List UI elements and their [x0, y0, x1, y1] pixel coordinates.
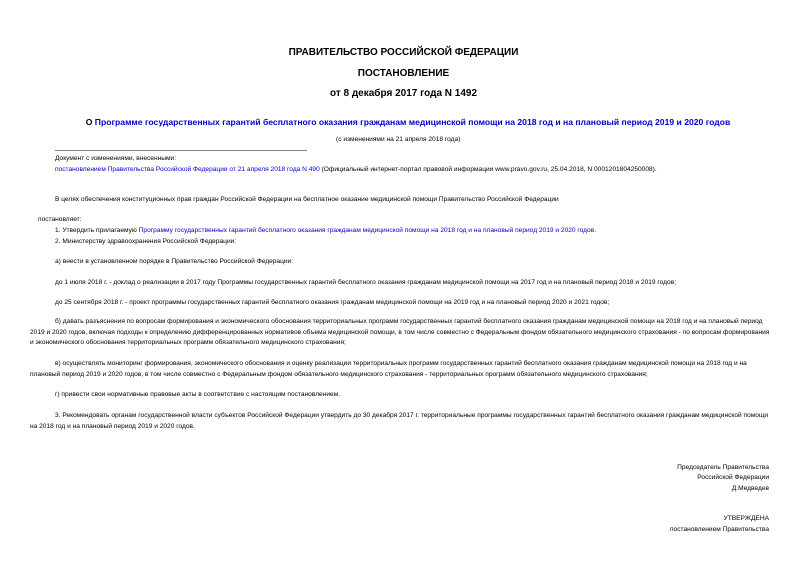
- item-1: [55, 226, 596, 237]
- decree-word: постановляет:: [38, 216, 82, 223]
- document-title: [58, 117, 758, 127]
- document-date: от 8 декабря 2017 года N 1492: [329, 88, 478, 99]
- item-1-prefix: 1. Утвердить прилагаемую: [55, 227, 139, 234]
- intro-paragraph: В целях обеспечения конституционных прав граждан Российской Федерации на бесплатное оказание медицинской помощи Правительство Российской Федерации: [55, 196, 559, 203]
- item-2b: б) давать разъяснения по вопросам формирования и экономического обоснования территориальных программ государственных гарантий бесплатного оказания гражданам медицинской помощи на 2018 год и на плановый период 2019 и 2020 годов, включая подходы к определению дифференцированных нормативов объема медицинской помощи, в том числе совместно с Федеральным фондом обязательного медицинского страхования - по вопросам формирования и экономического обоснования территориальных программ обязательного медицинского страхования;: [30, 318, 770, 346]
- government-heading: ПРАВИТЕЛЬСТВО РОССИЙСКОЙ ФЕДЕРАЦИИ: [288, 47, 519, 58]
- changes-source: [55, 165, 657, 175]
- item-2d: г) привести свои нормативные правовые акты в соответствие с настоящим постановлением.: [55, 391, 341, 398]
- title-prefix: О: [85, 117, 95, 127]
- signature-country: Российской Федерации: [697, 474, 769, 481]
- changes-note: (с изменениями на 21 апреля 2018 года): [336, 136, 461, 143]
- amendment-source-text: (Официальный интернет-портал правовой информации www.pravo.gov.ru, 25.04.2018, N 0001201804250008).: [319, 166, 657, 173]
- title-link[interactable]: Программе государственных гарантий бесплатного оказания гражданам медицинской помощи на 2018 год и на плановый период 2019 и 2020 годов: [94, 117, 731, 127]
- item-1-suffix: .: [594, 227, 597, 234]
- document-type: ПОСТАНОВЛЕНИЕ: [357, 68, 450, 79]
- item-2a-2: до 25 сентября 2018 г. - проект программы государственных гарантий бесплатного оказания гражданам медицинской помощи на 2019 год и на плановый период 2020 и 2021 годов;: [55, 299, 610, 306]
- approved-label: УТВЕРЖДЕНА: [723, 515, 769, 522]
- item-2a: а) внести в установленном порядке в Правительство Российской Федерации:: [55, 258, 294, 265]
- program-link[interactable]: Программу государственных гарантий бесплатного оказания гражданам медицинской помощи на 2018 год и на плановый период 2019 и 2020 годов: [138, 227, 595, 234]
- item-3: 3. Рекомендовать органам государственной власти субъектов Российской Федерации утвердить до 30 декабря 2017 г. территориальные программы государственных гарантий бесплатного оказания гражданам медицинской помощи на 2018 год и на плановый период 2019 и 2020 годов.: [30, 412, 769, 430]
- amendment-link[interactable]: постановлением Правительства Российской Федерации от 21 апреля 2018 года N 490: [55, 166, 320, 173]
- signature-title: Председатель Правительства: [677, 464, 769, 471]
- item-2: 2. Министерству здравоохранения Российской Федерации:: [55, 238, 237, 245]
- divider: [55, 150, 307, 151]
- item-2c: в) осуществлять мониторинг формирования, экономического обоснования и оценку реализации территориальных программ государственных гарантий бесплатного оказания гражданам медицинской помощи на 2018 год и на плановый период 2019 и 2020 годов, в том числе совместно с Федеральным фондом обязательного медицинского страхования - территориальных программ обязательного медицинского страхования;: [30, 360, 747, 378]
- changes-intro: Документ с изменениями, внесенными:: [55, 155, 177, 162]
- approved-by: постановлением Правительства: [669, 526, 769, 533]
- signature-name: Д.Медведев: [731, 485, 769, 492]
- item-2a-1: до 1 июля 2018 г. - доклад о реализации в 2017 году Программы государственных гарантий бесплатного оказания гражданам медицинской помощи на 2017 год и на плановый период 2018 и 2019 годов;: [55, 279, 677, 286]
